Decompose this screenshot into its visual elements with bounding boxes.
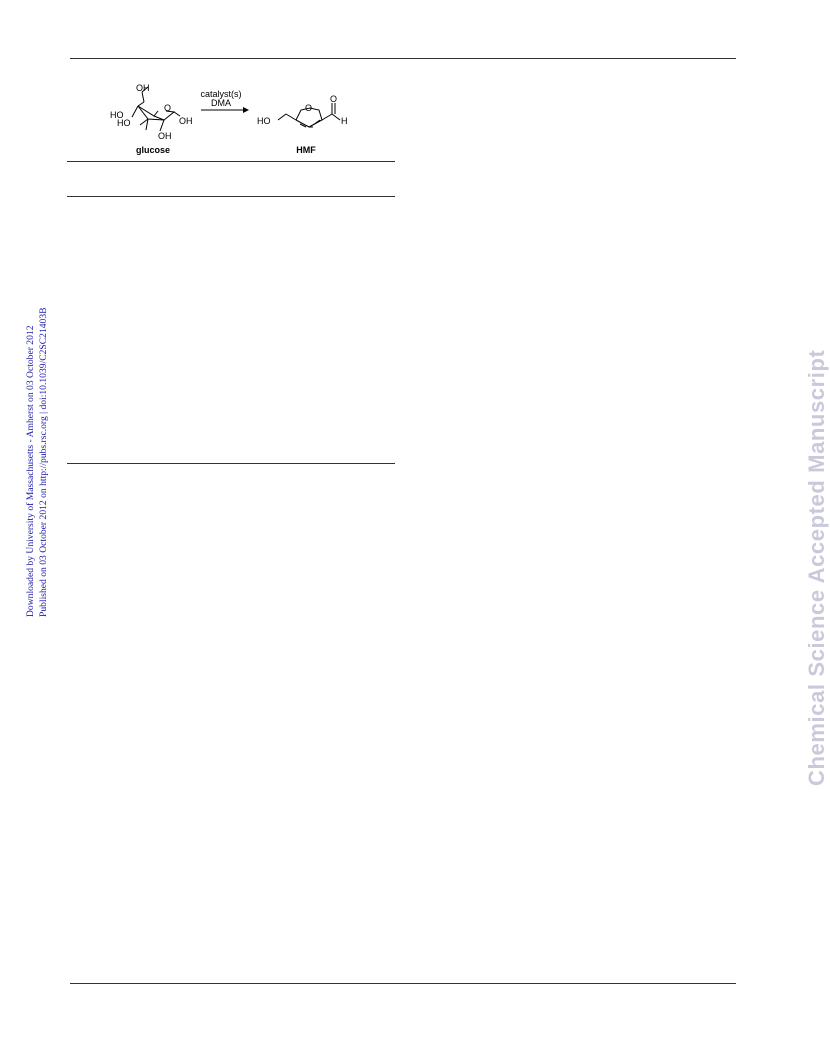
reaction-scheme-drawing xyxy=(100,82,370,158)
glucose-ring-o: O xyxy=(164,103,172,113)
glucose-label: glucose xyxy=(135,145,171,155)
table-top-rule xyxy=(67,161,395,162)
journal-watermark-text: Chemical Science Accepted Manuscript xyxy=(804,349,829,786)
footer-rule xyxy=(70,983,736,984)
hmf-carbonyl-o: O xyxy=(330,94,338,104)
conditions-catalyst: catalyst(s) xyxy=(200,89,242,99)
download-watermark-line1: Downloaded by University of Massachusetts - Amherst on 03 October 2012 xyxy=(25,325,36,617)
hmf-aldehyde-h: H xyxy=(341,116,348,126)
glucose-oh-right: OH xyxy=(179,116,193,126)
reaction-arrow-head xyxy=(243,107,249,113)
glucose-structure xyxy=(132,87,180,131)
download-watermark-line2: Published on 03 October 2012 on http://pubs.rsc.org | doi:10.1039/C2SC21403B xyxy=(38,307,49,617)
glucose-ho-lower: HO xyxy=(117,118,131,128)
glucose-oh-bottom: OH xyxy=(158,131,172,141)
glucose-oh-top: OH xyxy=(136,83,150,93)
hmf-ho: HO xyxy=(257,116,271,126)
header-rule xyxy=(70,58,736,59)
hmf-label: HMF xyxy=(296,145,316,155)
table-header-rule xyxy=(67,196,395,197)
glucose-ho-upper: HO xyxy=(110,110,124,120)
conditions-solvent: DMA xyxy=(211,98,231,108)
hmf-furan-o: O xyxy=(305,103,313,113)
reaction-scheme xyxy=(100,82,370,158)
table-bottom-rule xyxy=(67,463,395,464)
